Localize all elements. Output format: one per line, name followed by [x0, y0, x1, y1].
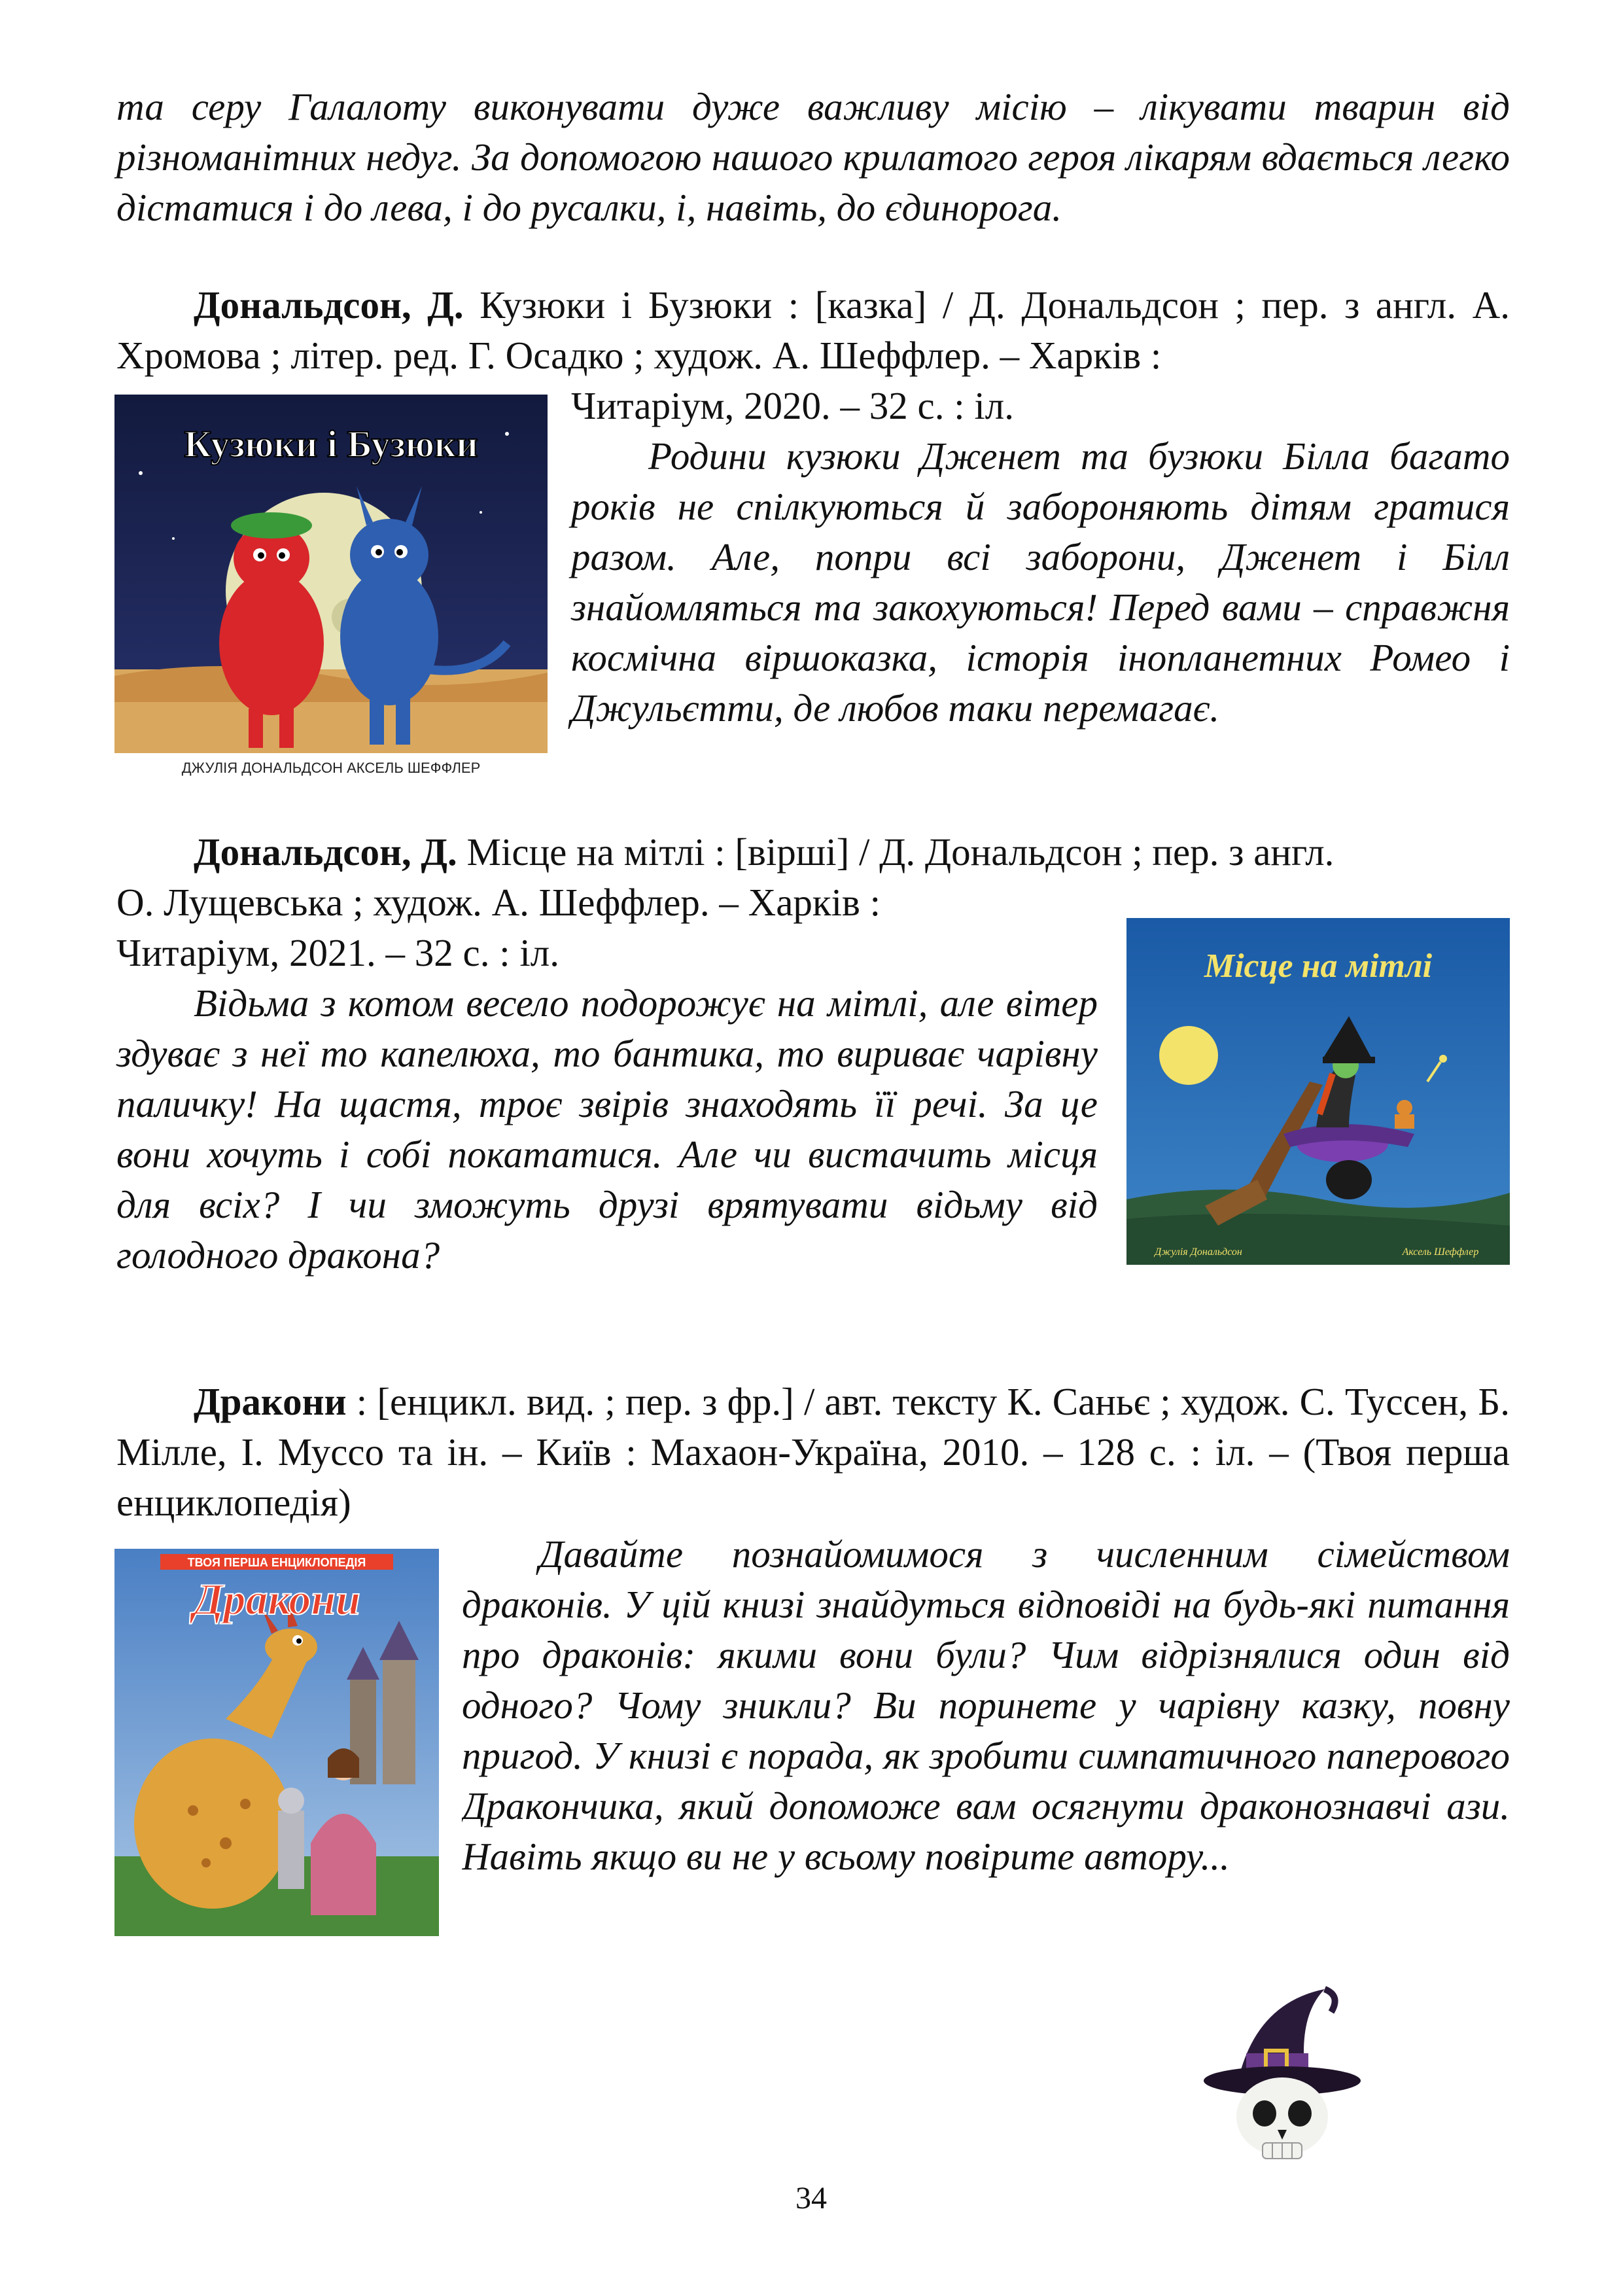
entry1-book-cover: [114, 395, 548, 782]
entry3-cover-title: Дракони: [193, 1574, 360, 1624]
entry3-biblio-rest: : [енцикл. вид. ; пер. з фр.] / авт. тексту К. Саньє ; худож. С. Туссен, Б. Мілле, І. Муссо та ін. – Київ : Махаон-Україна, 2010. – 128 с. : іл. – (Твоя перша енциклопедія): [116, 1380, 1510, 1524]
intro-text: та серу Галалоту виконувати дуже важливу місію – лікувати тварин від різноманітних недуг. За допомогою нашого крилатого героя лікарям вдається легко дістатися і до лева, і до русалки, і, навіть, до єдинорога.: [116, 85, 1510, 229]
entry2-cover-title: Місце на мітлі: [1204, 947, 1433, 985]
entry1-bibliography: [116, 280, 1510, 381]
page-number: 34: [795, 2181, 827, 2216]
entry2-biblio-line1: Місце на мітлі : [вірші] / Д. Дональдсон ; пер. з англ.: [466, 830, 1335, 874]
intro-paragraph: [116, 82, 1510, 233]
entry2-book-cover: [1126, 918, 1510, 1265]
entry2-cover-author-left: Джулія Дональдсон: [1155, 1246, 1242, 1258]
entry3-cover-series: ТВОЯ ПЕРША ЕНЦИКЛОПЕДІЯ: [187, 1556, 366, 1569]
entry1-annotation: Родини кузюки Дженет та бузюки Білла багато років не спілкуються й забороняють дітям гратися разом. Але, попри всі заборони, Дженет і Білл знайомляться та закохуються! Перед вами – справжня космічна віршоказка, історія інопланетних Ромео і Джульєтти, де любов таки перемагає.: [571, 434, 1510, 730]
witch-hat-skull-icon: [1200, 1976, 1370, 2172]
entry3-bibliography: [116, 1377, 1510, 1528]
entry1-cover-authors: ДЖУЛІЯ ДОНАЛЬДСОН АКСЕЛЬ ШЕФФЛЕР: [181, 760, 481, 776]
entry1-biblio-line2: Читаріум, 2020. – 32 с. : іл.: [571, 384, 1014, 427]
entry1-cover-title: Кузюки і Бузюки: [184, 423, 478, 465]
entry2-cover-author-right: Аксель Шеффлер: [1402, 1246, 1479, 1258]
entry2-bibliography-line2: О. Лущевська ; худож. А. Шеффлер. – Харків :: [116, 881, 881, 924]
entry2-author: Дональдсон, Д.: [194, 830, 457, 874]
entry3-annotation-side: [462, 1529, 1510, 1983]
entry1-biblio-line1: Кузюки і Бузюки : [казка] / Д. Дональдсон ; пер. з англ. А. Хромова ; літер. ред. Г. Осадко ; худож. А. Шеффлер. – Харків :: [116, 283, 1510, 377]
entry3-title: Дракони: [194, 1380, 347, 1423]
entry1-author: Дональдсон, Д.: [194, 283, 464, 327]
entry3-book-cover: [114, 1549, 439, 1936]
entry2-bibliography-line3: Читаріум, 2021. – 32 с. : іл.: [116, 931, 559, 974]
entry2-bibliography-line1: [116, 827, 1510, 877]
entry3-annotation: Давайте познайомимося з численним сімейством драконів. У цій книзі знайдуться відповіді на будь-які питання про драконів: якими вони були? Чим відрізнялися один від одного? Чому зникли? Ви поринете у чарівну казку, повну пригод. У книзі є порада, як зробити симпатичного паперового Дракончика, який допоможе вам осягнути драконознавчі ази. Навіть якщо ви не у всьому повірите автору...: [462, 1532, 1510, 1878]
entry2-annotation: Відьма з котом весело подорожує на мітлі, але вітер здуває з неї то капелюха, то бантика, то вириває чарівну паличку! На щастя, троє звірів знаходять її речі. За це вони хочуть і собі покататися. Але чи вистачить місця для всіх? І чи зможуть друзі врятувати відьму від голодного дракона?: [116, 981, 1098, 1277]
